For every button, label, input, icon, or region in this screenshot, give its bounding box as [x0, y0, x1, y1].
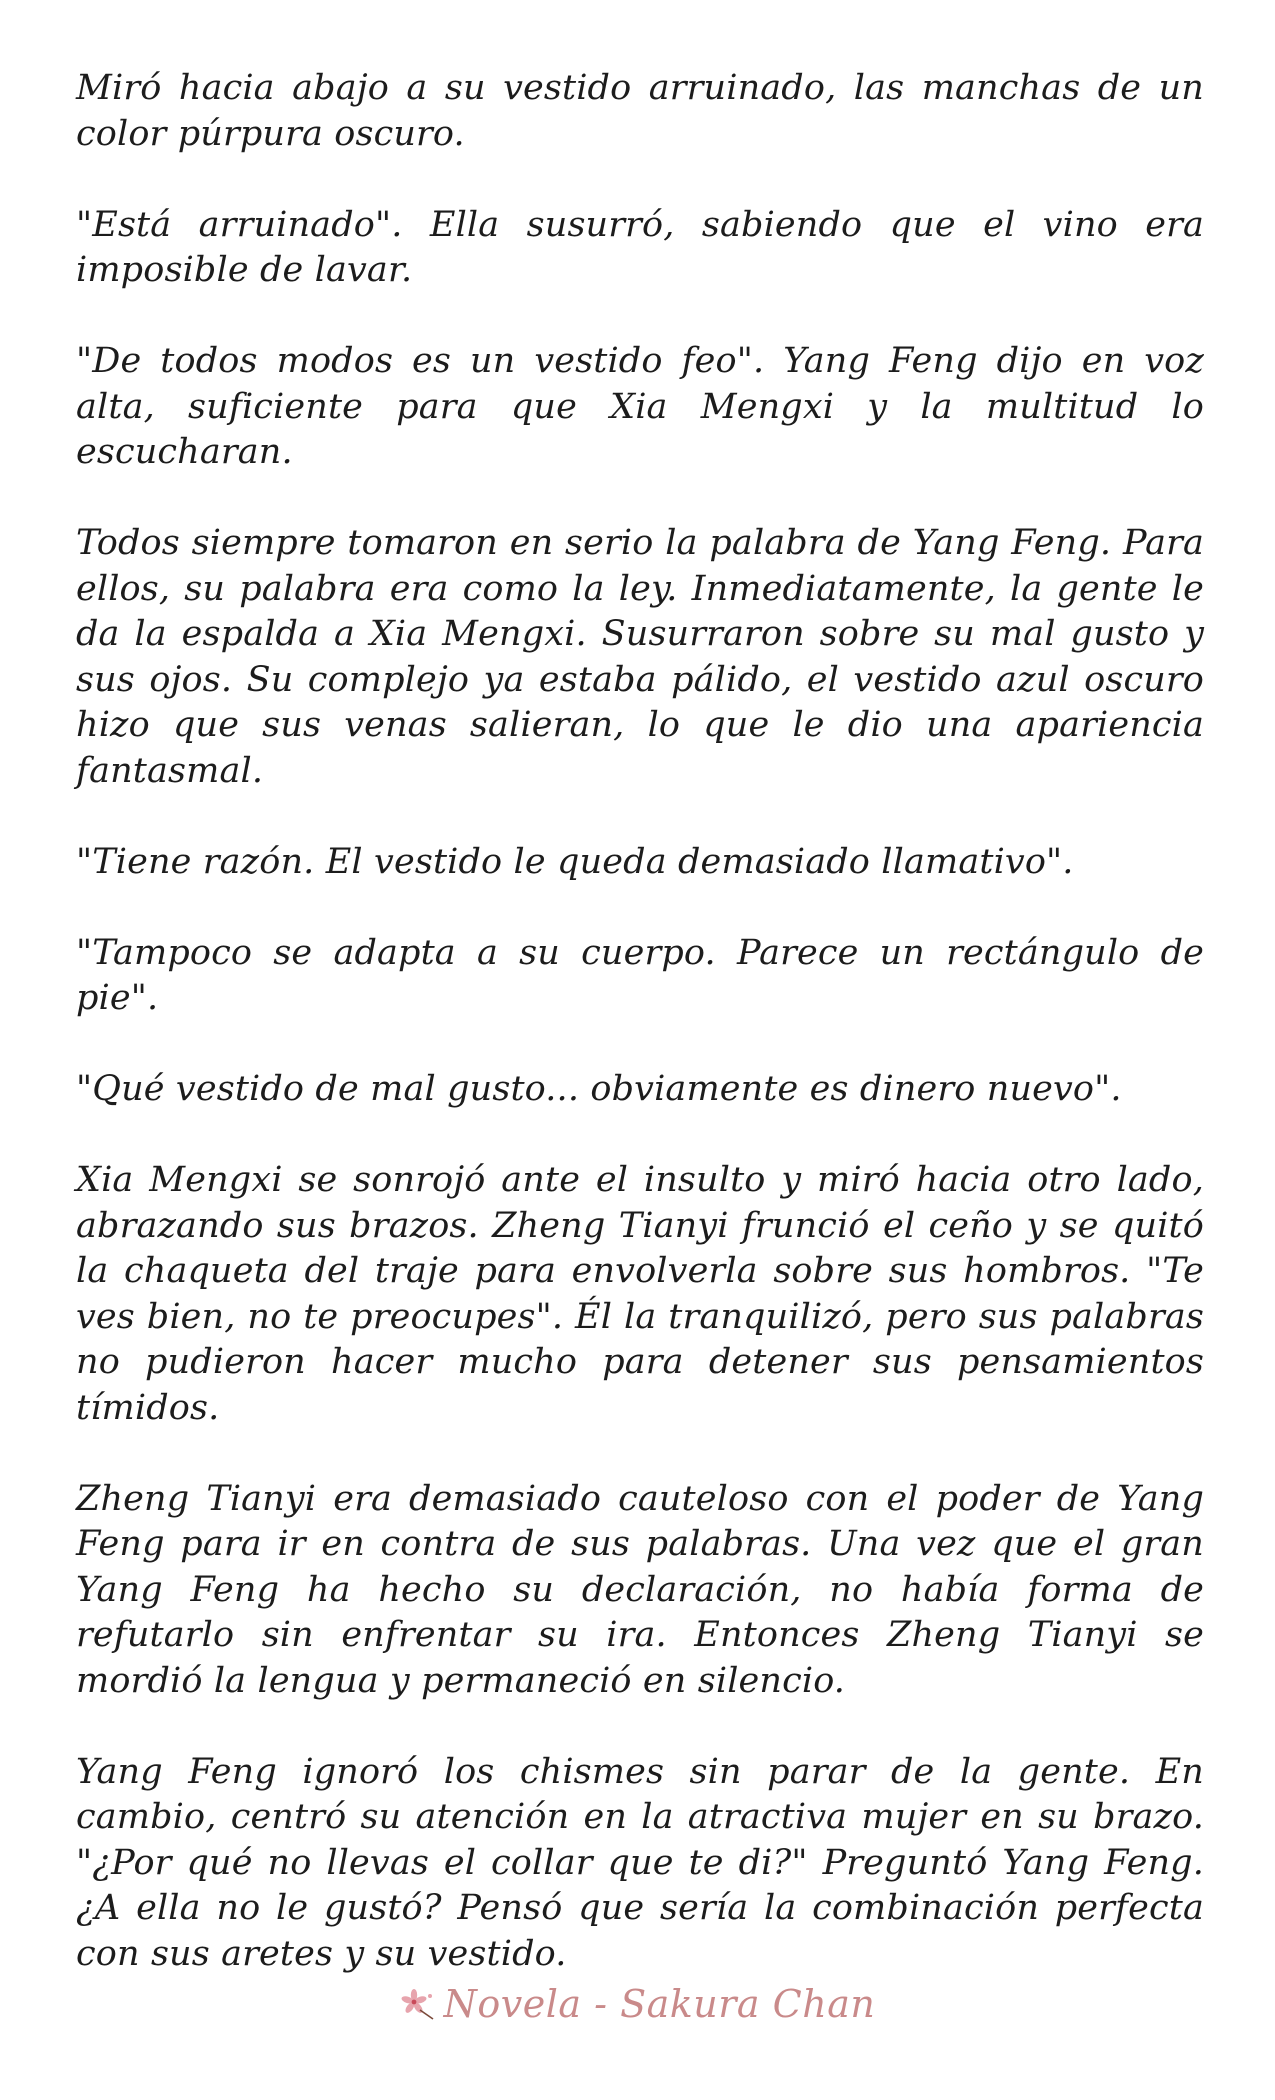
paragraph: Miró hacia abajo a su vestido arruinado, las manchas de un color púrpura oscuro.: [76, 68, 1204, 154]
watermark: [0, 1978, 1275, 2030]
paragraph: "Está arruinado". Ella susurró, sabiendo que el vino era imposible de lavar.: [76, 204, 1204, 290]
paragraph: Xia Mengxi se sonrojó ante el insulto y miró hacia otro lado, abrazando sus brazos. Zheng Tianyi frunció el ceño y se quitó la chaqueta del traje para envolverla sobre sus hombros. "Te ves bien, no te preocupes". Él la tranquilizó, pero sus palabras no pudieron hacer mucho para detener sus pensamientos tímidos.: [76, 1160, 1204, 1428]
watermark-text: Novela - Sakura Chan: [443, 1982, 876, 2026]
paragraph: "Tiene razón. El vestido le queda demasiado llamativo".: [76, 841, 1074, 882]
sakura-flower-icon: [400, 1986, 436, 2022]
paragraph: Yang Feng ignoró los chismes sin parar de la gente. En cambio, centró su atención en la atractiva mujer en su brazo. "¿Por qué no llevas el collar que te di?" Preguntó Yang Feng. ¿A ella no le gustó? Pensó que sería la combinación perfecta con sus aretes y su vestido.: [76, 1751, 1204, 1974]
paragraph: "Qué vestido de mal gusto... obviamente es dinero nuevo".: [76, 1069, 1122, 1109]
document-body: [76, 66, 1204, 2023]
paragraph: Todos siempre tomaron en serio la palabra de Yang Feng. Para ellos, su palabra era como la ley. Inmediatamente, la gente le da la espalda a Xia Mengxi. Susurraron sobre su mal gusto y sus ojos. Su complejo ya estaba pálido, el vestido azul oscuro hizo que sus venas salieran, lo que le dio una apariencia fantasmal.: [76, 523, 1204, 791]
paragraph: Zheng Tianyi era demasiado cauteloso con el poder de Yang Feng para ir en contra de sus palabras. Una vez que el gran Yang Feng ha hecho su declaración, no había forma de refutarlo sin enfrentar su ira. Entonces Zheng Tianyi se mordió la lengua y permaneció en silencio.: [76, 1478, 1204, 1701]
paragraph: "De todos modos es un vestido feo". Yang Feng dijo en voz alta, suficiente para que Xia Mengxi y la multitud lo escucharan.: [76, 341, 1204, 472]
paragraph: "Tampoco se adapta a su cuerpo. Parece un rectángulo de pie".: [76, 932, 1204, 1018]
